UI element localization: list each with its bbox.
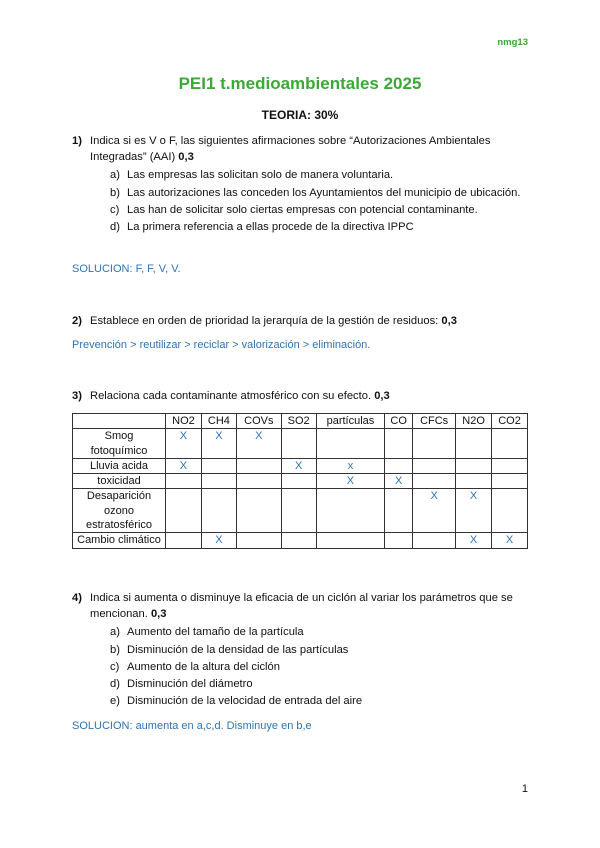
- document-title: PEI1 t.medioambientales 2025: [178, 74, 422, 93]
- table-row: [73, 533, 528, 548]
- table-row: [73, 429, 528, 459]
- table-cell: [236, 474, 281, 489]
- option-item: a) Las empresas las solicitan solo de manera voluntaria.: [110, 169, 394, 182]
- option-item: b) Las autorizaciones las conceden los Ayuntamientos del municipio de ubicación.: [110, 186, 521, 199]
- table-cell: [236, 458, 281, 473]
- question-points: 0,3: [374, 390, 390, 402]
- column-header: SO2: [281, 414, 316, 429]
- solution-1: SOLUCION: F, F, V, V.: [72, 263, 181, 275]
- solution-4: SOLUCION: aumenta en a,c,d. Disminuye en b,e: [72, 720, 312, 732]
- table-cell: [281, 489, 316, 533]
- option-item: c) Las han de solicitar solo ciertas empresas con potencial contaminante.: [110, 203, 478, 216]
- question-text: Relaciona cada contaminante atmosférico con su efecto. 0,3: [90, 390, 390, 402]
- question-points: 0,3: [441, 315, 457, 327]
- question-text: Indica si aumenta o disminuye la eficacia de un ciclón al variar los parámetros que se mencionan. 0,3: [90, 592, 513, 621]
- table-cell: [281, 429, 316, 459]
- question-points: 0,3: [150, 608, 167, 621]
- table-cell: X: [236, 429, 281, 459]
- row-label: Desaparición ozono estratosférico: [73, 489, 166, 533]
- table-cell: [236, 533, 281, 548]
- pollutant-effect-table: [72, 413, 528, 549]
- page-number: 1: [521, 783, 528, 795]
- question-text: Indica si es V o F, las siguientes afirmaciones sobre “Autorizaciones Ambientales Integradas” (AAI) 0,3: [90, 135, 491, 164]
- table-cell: [456, 458, 492, 473]
- table-cell: [385, 429, 413, 459]
- header-tag: nmg13: [497, 37, 528, 48]
- table-cell: [201, 489, 236, 533]
- column-header: NO2: [166, 414, 202, 429]
- row-label: toxicidad: [73, 474, 166, 489]
- table-cell: [236, 489, 281, 533]
- question-number: 2): [72, 315, 82, 327]
- table-cell: [281, 533, 316, 548]
- table-cell: X: [456, 489, 492, 533]
- option-item: d) Disminución del diámetro: [110, 678, 253, 691]
- table-cell: [385, 489, 413, 533]
- table-cell: [456, 429, 492, 459]
- option-list: [72, 624, 532, 709]
- table-row: [73, 489, 528, 533]
- table-cell: X: [166, 429, 202, 459]
- table-cell: [385, 458, 413, 473]
- table-cell: [492, 489, 528, 533]
- table-cell: [316, 489, 384, 533]
- table-cell: [385, 533, 413, 548]
- table-cell: [316, 533, 384, 548]
- question-points: 0,3: [178, 151, 194, 164]
- option-item: a) Aumento del tamaño de la partícula: [110, 626, 304, 639]
- option-list: [72, 167, 532, 235]
- table-cell: [413, 429, 456, 459]
- solution-2: Prevención > reutilizar > reciclar > valorización > eliminación.: [72, 339, 371, 351]
- column-header: CH4: [201, 414, 236, 429]
- table-cell: x: [316, 458, 384, 473]
- table-cell: [492, 429, 528, 459]
- question-text: Establece en orden de prioridad la jerarquía de la gestión de residuos: 0,3: [90, 315, 457, 327]
- table-cell: [201, 458, 236, 473]
- table-cell: [281, 474, 316, 489]
- table-cell: [166, 474, 202, 489]
- column-header: CO: [385, 414, 413, 429]
- table-cell: X: [492, 533, 528, 548]
- column-header: COVs: [236, 414, 281, 429]
- document-subtitle: TEORIA: 30%: [261, 108, 339, 122]
- column-header: CFCs: [413, 414, 456, 429]
- table-cell: X: [316, 474, 384, 489]
- table-row: [73, 458, 528, 473]
- column-header: CO2: [492, 414, 528, 429]
- table-corner-cell: [73, 414, 166, 429]
- question-4: [72, 590, 532, 711]
- table-cell: X: [201, 429, 236, 459]
- question-number: 4): [72, 592, 82, 604]
- table-cell: [413, 533, 456, 548]
- question-2: [72, 313, 532, 329]
- option-item: e) Disminución de la velocidad de entrada del aire: [110, 695, 363, 708]
- question-number: 1): [72, 135, 82, 147]
- table-cell: [316, 429, 384, 459]
- question-1: [72, 133, 532, 236]
- table-cell: [492, 474, 528, 489]
- option-item: b) Disminución de la densidad de las partículas: [110, 643, 349, 656]
- table-cell: X: [413, 489, 456, 533]
- table-cell: X: [201, 533, 236, 548]
- table-row: [73, 474, 528, 489]
- table-cell: X: [456, 533, 492, 548]
- table-header-row: [73, 414, 528, 429]
- table-cell: [492, 458, 528, 473]
- table-cell: [413, 474, 456, 489]
- table-cell: X: [385, 474, 413, 489]
- column-header: partículas: [316, 414, 384, 429]
- table-cell: [166, 489, 202, 533]
- row-label: Lluvia acida: [73, 458, 166, 473]
- column-header: N2O: [456, 414, 492, 429]
- question-number: 3): [72, 390, 82, 402]
- table-cell: [166, 533, 202, 548]
- question-3: [72, 388, 532, 404]
- table-cell: X: [281, 458, 316, 473]
- row-label: Cambio climático: [73, 533, 166, 548]
- table-cell: [456, 474, 492, 489]
- table-cell: [201, 474, 236, 489]
- row-label: Smog fotoquímico: [73, 429, 166, 459]
- option-item: d) La primera referencia a ellas procede de la directiva IPPC: [110, 221, 414, 234]
- option-item: c) Aumento de la altura del ciclón: [110, 660, 280, 673]
- table-cell: X: [166, 458, 202, 473]
- table-cell: [413, 458, 456, 473]
